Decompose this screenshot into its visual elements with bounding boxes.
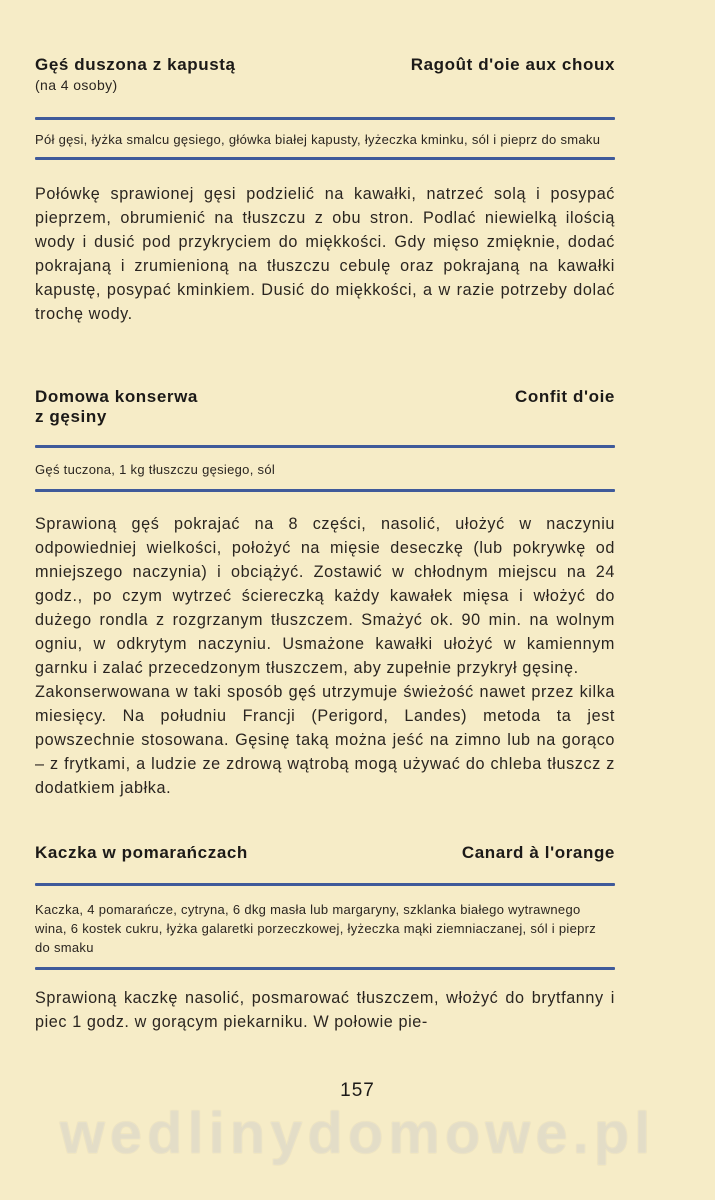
page-number: 157 xyxy=(340,1080,375,1101)
ingredients-list: Gęś tuczona, 1 kg tłuszczu gęsiego, sól xyxy=(35,462,276,477)
recipe-title-french: Confit d'oie xyxy=(514,387,615,406)
recipe-goose-confit xyxy=(35,387,615,800)
divider xyxy=(35,883,615,886)
recipe-title-row xyxy=(35,55,615,75)
divider xyxy=(35,489,615,492)
divider xyxy=(35,967,615,970)
divider xyxy=(35,157,615,160)
recipe-duck-orange xyxy=(35,843,615,1034)
recipe-instructions: Sprawioną kaczkę nasolić, posmarować tłuszczem, włożyć do brytfanny i piec 1 godz. w gorącym piekarniku. W połowie pie- xyxy=(35,989,615,1031)
recipe-goose-cabbage xyxy=(35,55,615,326)
recipe-instructions: Połówkę sprawionej gęsi podzielić na kawałki, natrzeć solą i posypać pieprzem, obrumienić na tłuszczu z obu stron. Podlać niewielką ilością wody i dusić pod przykryciem do miękkości. Gdy mięso zmięknie, dodać pokrajaną i zrumienioną na tłuszczu cebulę oraz pokrajaną na kawałki kapustę, posypać kminkiem. Dusić do miękkości, a w razie potrzeby dolać trochę wody. xyxy=(35,185,615,323)
recipe-servings: (na 4 osoby) xyxy=(35,77,118,93)
recipe-title-french: Ragoût d'oie aux choux xyxy=(410,55,615,74)
recipe-title-polish: Kaczka w pomarańczach xyxy=(35,843,248,862)
recipe-instructions: Sprawioną gęś pokrajać na 8 części, nasolić, ułożyć w naczyniu odpowiedniej wielkości, położyć na mięsie deseczkę (lub pokrywkę od mniejszego naczynia) i obciążyć. Zostawić w chłodnym miejscu na 24 godz., po czym wytrzeć ściereczką każdy kawałek mięsa i włożyć do dużego rondla z rozgrzanym tłuszczem. Smażyć ok. 90 min. na wolnym ogniu, w odkrytym naczyniu. Usmażone kawałki ułożyć w kamiennym garnku i zalać przecedzonym tłuszczem, aby zupełnie przykrył gęsinę. xyxy=(35,515,615,677)
watermark: wedlinydomowe.pl xyxy=(59,1101,656,1166)
recipe-title-french: Canard à l'orange xyxy=(461,843,615,862)
recipe-title-row xyxy=(35,387,615,427)
divider xyxy=(35,445,615,448)
divider xyxy=(35,117,615,120)
recipe-title-row xyxy=(35,843,615,863)
recipe-title-polish: Gęś duszona z kapustą xyxy=(35,55,236,74)
ingredients-list: Pół gęsi, łyżka smalcu gęsiego, główka białej kapusty, łyżeczka kminku, sól i pieprz do smaku xyxy=(35,132,601,147)
recipe-title-polish: Domowa konserwa z gęsiny xyxy=(35,387,198,426)
ingredients-list: Kaczka, 4 pomarańcze, cytryna, 6 dkg masła lub margaryny, szklanka białego wytrawnego wina, 6 kostek cukru, łyżka galaretki porzeczkowej, łyżeczka mąki ziemniaczanej, sól i pieprz do smaku xyxy=(35,902,597,955)
recipe-notes: Zakonserwowana w taki sposób gęś utrzymuje świeżość nawet przez kilka miesięcy. Na południu Francji (Perigord, Landes) metoda ta jest powszechnie stosowana. Gęsinę taką można jeść na zimno lub na gorąco – z frytkami, a ludzie ze zdrową wątrobą mogą używać do chleba tłuszcz z dodatkiem jabłka. xyxy=(35,683,615,797)
